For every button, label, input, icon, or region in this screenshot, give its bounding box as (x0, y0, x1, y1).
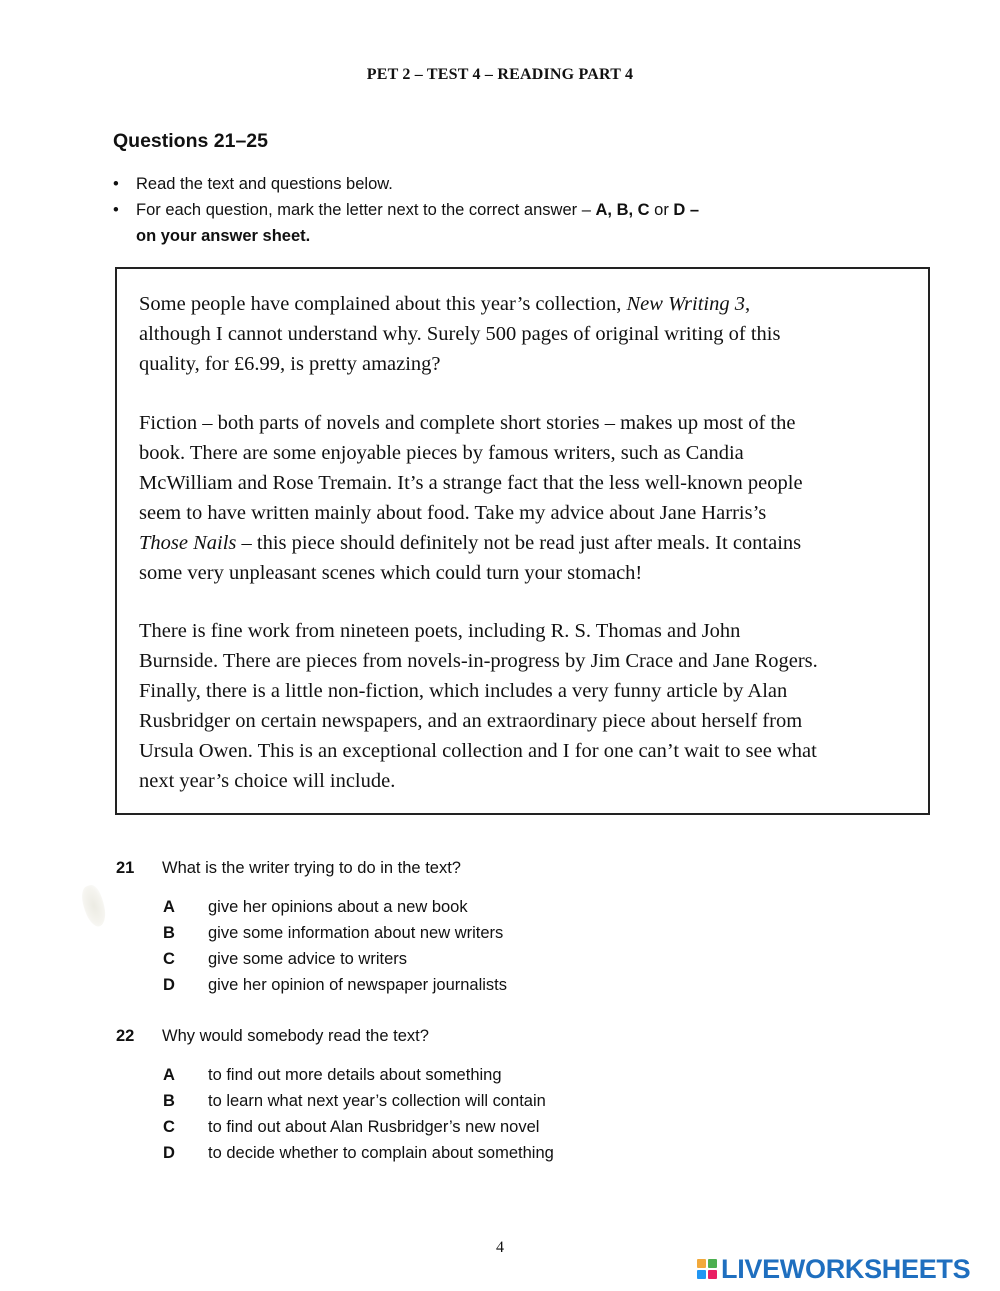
instruction-text: Read the text and questions below. (136, 175, 393, 193)
instruction-line-2: on your answer sheet. (136, 227, 311, 245)
instruction-or: or (649, 201, 674, 219)
option-text: give some advice to writers (208, 950, 407, 968)
instruction-letter-d: D – (673, 201, 700, 219)
option-text: to learn what next year’s collection will contain (208, 1092, 546, 1110)
liveworksheets-watermark[interactable] (697, 1254, 970, 1284)
logo-square (697, 1270, 706, 1279)
option-letter: D (163, 976, 175, 994)
logo-square (697, 1259, 706, 1268)
option-text: to find out more details about something (208, 1066, 502, 1084)
passage-text: quality, for £6.99, is pretty amazing? (139, 353, 441, 375)
answer-option[interactable] (163, 1066, 763, 1092)
watermark-text: LIVEWORKSHEETS (721, 1253, 971, 1284)
passage-text: next year’s choice will include. (139, 770, 396, 792)
passage-paragraph-3 (139, 616, 919, 796)
answer-option[interactable] (163, 1118, 763, 1144)
answer-option[interactable] (163, 898, 763, 924)
passage-text: some very unpleasant scenes which could turn your stomach! (139, 562, 643, 584)
question-text: Why would somebody read the text? (162, 1027, 429, 1045)
option-letter: A (163, 1066, 175, 1084)
option-text: to decide whether to complain about something (208, 1144, 554, 1162)
answer-option[interactable] (163, 976, 763, 1002)
instruction-item (113, 197, 873, 249)
instruction-letters: A, B, C (595, 201, 650, 219)
passage-text: Fiction – both parts of novels and complete short stories – makes up most of the (139, 412, 796, 434)
answer-option[interactable] (163, 1144, 763, 1170)
option-letter: B (163, 1092, 175, 1110)
page-header: PET 2 – TEST 4 – READING PART 4 (366, 66, 634, 83)
book-title: New Writing 3 (626, 293, 745, 315)
passage-text: book. There are some enjoyable pieces by famous writers, such as Candia (139, 442, 744, 464)
instruction-item (113, 171, 873, 197)
liveworksheets-logo-icon (697, 1259, 717, 1279)
bullet-icon: • (113, 175, 119, 193)
passage-text: Finally, there is a little non-fiction, which includes a very funny article by Alan (139, 680, 788, 702)
question-number: 22 (116, 1027, 135, 1045)
answer-options (163, 898, 763, 1002)
option-letter: A (163, 898, 175, 916)
option-text: give her opinions about a new book (208, 898, 468, 916)
question-number: 21 (116, 859, 135, 877)
passage-text: , (744, 293, 751, 315)
answer-option[interactable] (163, 1092, 763, 1118)
passage-text: Some people have complained about this year’s collection, (139, 293, 627, 315)
passage-text: There is fine work from nineteen poets, including R. S. Thomas and John (139, 620, 741, 642)
passage-paragraph-1 (139, 289, 919, 379)
option-text: give her opinion of newspaper journalists (208, 976, 508, 994)
instruction-text: For each question, mark the letter next to the correct answer – (136, 201, 596, 219)
bullet-icon: • (113, 201, 119, 219)
passage-text: Rusbridger on certain newspapers, and an extraordinary piece about herself from (139, 710, 803, 732)
option-text: give some information about new writers (208, 924, 504, 942)
passage-paragraph-2 (139, 408, 919, 588)
reading-passage (115, 267, 930, 815)
answer-option[interactable] (163, 924, 763, 950)
passage-text: – this piece should definitely not be read just after meals. It contains (236, 532, 802, 554)
scan-smudge (78, 883, 110, 929)
answer-option[interactable] (163, 950, 763, 976)
option-letter: C (163, 950, 175, 968)
passage-text: McWilliam and Rose Tremain. It’s a strange fact that the less well-known people (139, 472, 803, 494)
option-letter: C (163, 1118, 175, 1136)
question-text: What is the writer trying to do in the text? (162, 859, 461, 877)
passage-text: Ursula Owen. This is an exceptional collection and I for one can’t wait to see what (139, 740, 817, 762)
logo-square (708, 1270, 717, 1279)
option-text: to find out about Alan Rusbridger’s new novel (208, 1118, 540, 1136)
passage-text: seem to have written mainly about food. Take my advice about Jane Harris’s (139, 502, 767, 524)
option-letter: D (163, 1144, 175, 1162)
page-number: 4 (496, 1239, 504, 1256)
instructions-list (113, 171, 873, 249)
story-title: Those Nails (139, 532, 237, 554)
logo-square (708, 1259, 717, 1268)
answer-options (163, 1066, 763, 1170)
questions-heading: Questions 21–25 (113, 130, 268, 152)
passage-text: Burnside. There are pieces from novels-in-progress by Jim Crace and Jane Rogers. (139, 650, 818, 672)
option-letter: B (163, 924, 175, 942)
passage-text: although I cannot understand why. Surely 500 pages of original writing of this (139, 323, 781, 345)
